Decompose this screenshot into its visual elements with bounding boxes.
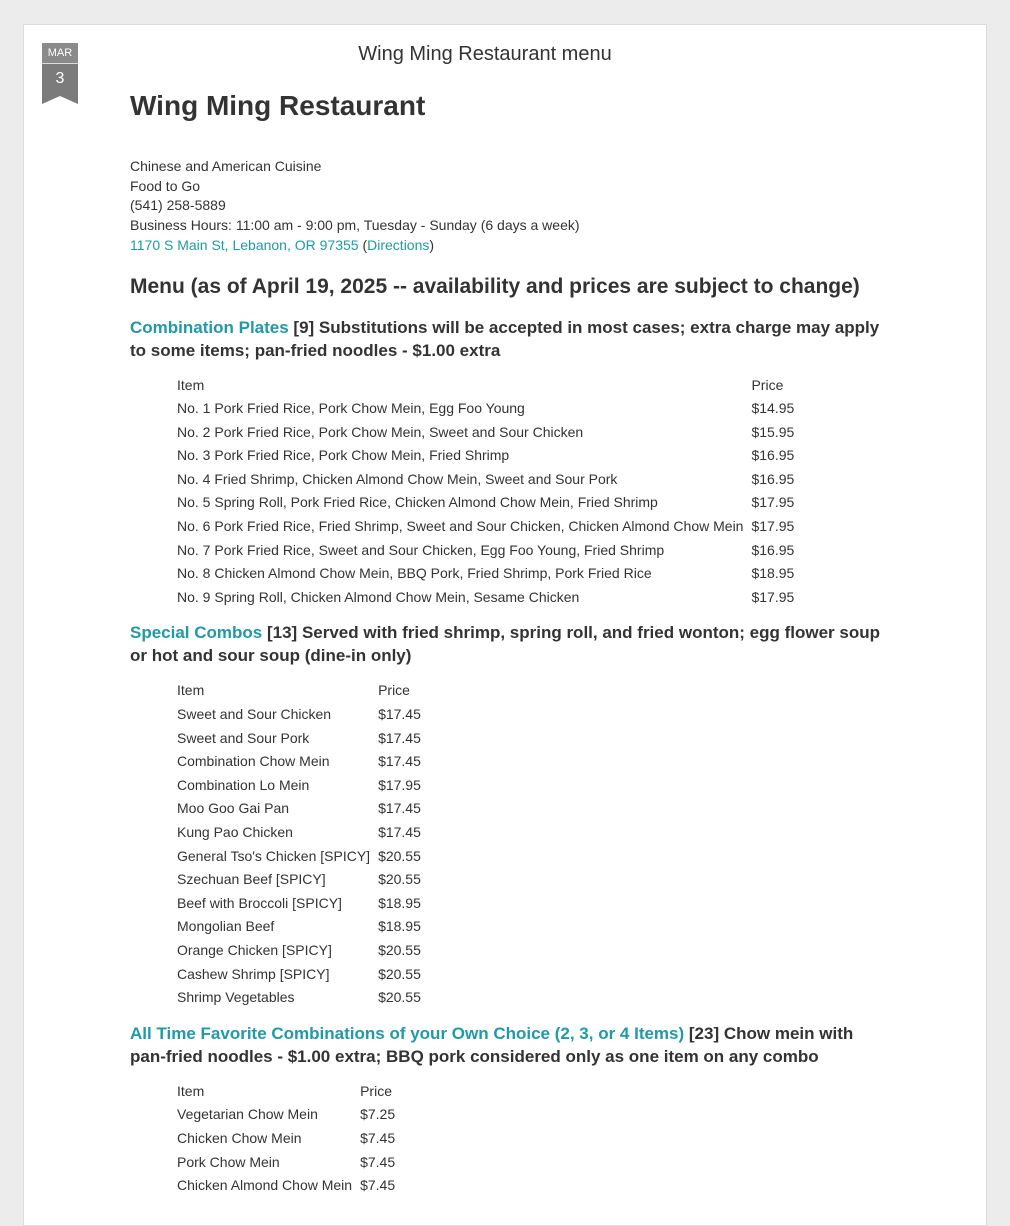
item-price: $7.45 bbox=[360, 1129, 396, 1146]
item-price: $20.55 bbox=[378, 871, 421, 888]
item-name: Chicken Almond Chow Mein bbox=[177, 1177, 353, 1194]
menu-table bbox=[173, 679, 425, 1009]
item-name: Vegetarian Chow Mein bbox=[177, 1106, 318, 1123]
item-price: $17.45 bbox=[378, 824, 421, 841]
item-price: $17.45 bbox=[378, 729, 421, 746]
table-row bbox=[173, 515, 798, 539]
item-name: No. 6 Pork Fried Rice, Fried Shrimp, Sweet and Sour Chicken, Chicken Almond Chow Mein bbox=[177, 518, 744, 535]
item-price: $17.45 bbox=[378, 800, 421, 817]
item-name: Sweet and Sour Chicken bbox=[177, 706, 332, 723]
table-row bbox=[173, 703, 425, 727]
section-heading bbox=[130, 621, 890, 667]
column-header-item: Item bbox=[177, 1082, 205, 1099]
item-name: No. 5 Spring Roll, Pork Fried Rice, Chicken Almond Chow Mein, Fried Shrimp bbox=[177, 494, 658, 511]
table-row bbox=[173, 845, 425, 869]
column-header-item: Item bbox=[177, 376, 205, 393]
section-heading bbox=[130, 316, 890, 362]
item-name: Beef with Broccoli [SPICY] bbox=[177, 894, 342, 911]
directions-link[interactable]: Directions bbox=[367, 236, 430, 253]
cuisine-text: Chinese and American Cuisine bbox=[130, 158, 322, 174]
table-row bbox=[173, 1103, 399, 1127]
table-row bbox=[173, 1127, 399, 1151]
item-name: No. 1 Pork Fried Rice, Pork Chow Mein, Egg Foo Young bbox=[177, 400, 525, 417]
table-row bbox=[173, 821, 425, 845]
item-name: Pork Chow Mein bbox=[177, 1153, 280, 1170]
table-header-row bbox=[173, 374, 798, 398]
directions-close-paren: ) bbox=[429, 236, 435, 253]
item-price: $18.95 bbox=[378, 918, 421, 935]
item-price: $7.45 bbox=[360, 1177, 396, 1194]
page-title: Wing Ming Restaurant menu bbox=[358, 43, 612, 65]
column-header-price: Price bbox=[378, 682, 410, 699]
table-header-row bbox=[173, 1080, 399, 1104]
table-row bbox=[173, 421, 798, 445]
directions-open-paren: ( bbox=[358, 236, 368, 253]
table-row bbox=[173, 397, 798, 421]
item-name: Combination Chow Mein bbox=[177, 753, 330, 770]
date-month: MAR bbox=[42, 43, 78, 64]
item-price: $20.55 bbox=[378, 989, 421, 1006]
table-row bbox=[173, 539, 798, 563]
table-row bbox=[173, 468, 798, 492]
item-name: Shrimp Vegetables bbox=[177, 989, 295, 1006]
item-price: $7.45 bbox=[360, 1153, 396, 1170]
address-line bbox=[130, 236, 890, 256]
service-text: Food to Go bbox=[130, 177, 201, 194]
item-name: No. 3 Pork Fried Rice, Pork Chow Mein, Fried Shrimp bbox=[177, 447, 510, 464]
section-heading bbox=[130, 1022, 890, 1068]
menu-title: Menu (as of April 19, 2025 -- availability and prices are subject to change) bbox=[130, 274, 860, 298]
item-name: Cashew Shrimp [SPICY] bbox=[177, 965, 330, 982]
item-price: $18.95 bbox=[378, 894, 421, 911]
item-price: $16.95 bbox=[751, 447, 795, 464]
item-price: $17.95 bbox=[751, 494, 795, 511]
item-price: $20.55 bbox=[378, 941, 421, 958]
item-name: Combination Lo Mein bbox=[177, 776, 310, 793]
restaurant-name: Wing Ming Restaurant bbox=[130, 90, 426, 121]
item-price: $16.95 bbox=[751, 470, 795, 487]
table-row bbox=[173, 892, 425, 916]
table-row bbox=[173, 915, 425, 939]
table-row bbox=[173, 868, 425, 892]
address-link[interactable]: 1170 S Main St, Lebanon, OR 97355 bbox=[130, 236, 359, 253]
post-content bbox=[130, 83, 890, 1198]
item-name: Mongolian Beef bbox=[177, 918, 275, 935]
post-card bbox=[23, 24, 987, 1226]
item-name: No. 9 Spring Roll, Chicken Almond Chow Mein, Sesame Chicken bbox=[177, 588, 580, 605]
item-name: Sweet and Sour Pork bbox=[177, 729, 310, 746]
item-name: Kung Pao Chicken bbox=[177, 824, 293, 841]
item-name: No. 7 Pork Fried Rice, Sweet and Sour Chicken, Egg Foo Young, Fried Shrimp bbox=[177, 541, 665, 558]
menu-table bbox=[173, 374, 798, 610]
section-title-link[interactable]: Combination Plates bbox=[130, 317, 289, 337]
table-row bbox=[173, 986, 425, 1010]
item-price: $15.95 bbox=[751, 423, 795, 440]
item-price: $17.95 bbox=[751, 588, 795, 605]
table-row bbox=[173, 586, 798, 610]
restaurant-info bbox=[130, 157, 890, 256]
item-price: $17.95 bbox=[751, 518, 795, 535]
item-price: $7.25 bbox=[360, 1106, 396, 1123]
item-price: $20.55 bbox=[378, 847, 421, 864]
column-header-item: Item bbox=[177, 682, 205, 699]
item-price: $17.45 bbox=[378, 706, 421, 723]
column-header-price: Price bbox=[751, 376, 784, 393]
item-name: Orange Chicken [SPICY] bbox=[177, 941, 332, 958]
menu-table bbox=[173, 1080, 399, 1198]
table-row bbox=[173, 727, 425, 751]
table-row bbox=[173, 491, 798, 515]
item-price: $16.95 bbox=[751, 541, 795, 558]
table-row bbox=[173, 750, 425, 774]
item-name: No. 8 Chicken Almond Chow Mein, BBQ Pork, Fried Shrimp, Pork Fried Rice bbox=[177, 565, 652, 582]
section-description: [23] Chow mein with pan-fried noodles - $1.00 extra; BBQ pork considered only as one item on any combo bbox=[130, 1023, 854, 1066]
item-name: General Tso's Chicken [SPICY] bbox=[177, 847, 371, 864]
column-header-price: Price bbox=[360, 1082, 392, 1099]
item-name: No. 4 Fried Shrimp, Chicken Almond Chow Mein, Sweet and Sour Pork bbox=[177, 470, 618, 487]
phone-text: (541) 258-5889 bbox=[130, 197, 226, 214]
table-header-row bbox=[173, 679, 425, 703]
table-row bbox=[173, 562, 798, 586]
section-title-link[interactable]: Special Combos bbox=[130, 623, 263, 643]
table-row bbox=[173, 939, 425, 963]
section-description: [9] Substitutions will be accepted in most cases; extra charge may apply to some items; pan-fried noodles - $1.00 extra bbox=[130, 317, 880, 360]
item-price: $17.45 bbox=[378, 753, 421, 770]
table-row bbox=[173, 774, 425, 798]
item-name: Szechuan Beef [SPICY] bbox=[177, 871, 326, 888]
item-name: No. 2 Pork Fried Rice, Pork Chow Mein, Sweet and Sour Chicken bbox=[177, 423, 584, 440]
item-price: $20.55 bbox=[378, 965, 421, 982]
item-price: $17.95 bbox=[378, 776, 421, 793]
item-name: Moo Goo Gai Pan bbox=[177, 800, 290, 817]
item-price: $18.95 bbox=[751, 565, 795, 582]
section-description: [13] Served with fried shrimp, spring roll, and fried wonton; egg flower soup or hot and sour soup (dine-in only) bbox=[130, 623, 880, 666]
item-name: Chicken Chow Mein bbox=[177, 1129, 302, 1146]
item-price: $14.95 bbox=[751, 400, 795, 417]
section-title-link[interactable]: All Time Favorite Combinations of your Own Choice (2, 3, or 4 Items) bbox=[130, 1023, 685, 1043]
date-day: 3 bbox=[42, 64, 78, 96]
hours-text: Business Hours: 11:00 am - 9:00 pm, Tuesday - Sunday (6 days a week) bbox=[130, 217, 580, 234]
table-row bbox=[173, 1151, 399, 1175]
table-row bbox=[173, 963, 425, 987]
table-row bbox=[173, 797, 425, 821]
table-row bbox=[173, 1174, 399, 1198]
table-row bbox=[173, 444, 798, 468]
